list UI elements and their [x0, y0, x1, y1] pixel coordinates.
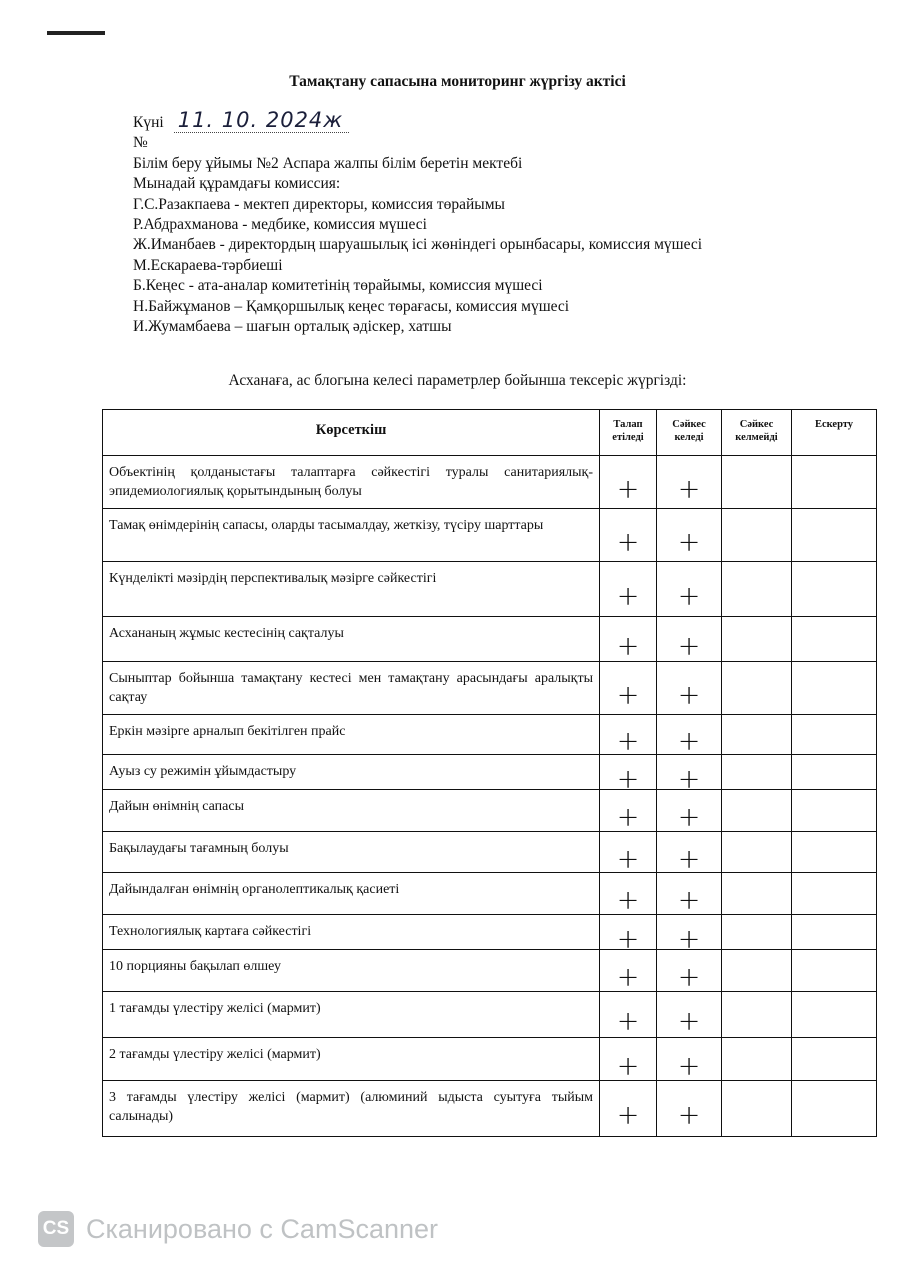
- indicator-cell: Асхананың жұмыс кестесінің сақталуы: [103, 617, 600, 662]
- matches-mark: +: [657, 662, 722, 715]
- required-mark: +: [600, 992, 657, 1038]
- document-title: Тамақтану сапасына мониторинг жүргізу актісі: [289, 73, 626, 90]
- matches-mark: +: [657, 715, 722, 755]
- school-line: Білім беру ұйымы №2 Аспара жалпы білім беретін мектебі: [133, 154, 523, 172]
- note-cell: [792, 617, 877, 662]
- table-row: [103, 915, 877, 950]
- camscanner-logo-icon: CS: [38, 1211, 74, 1247]
- table-row: [103, 617, 877, 662]
- table-row: [103, 509, 877, 562]
- not-matches-cell: [722, 1081, 792, 1137]
- note-cell: [792, 790, 877, 832]
- note-cell: [792, 509, 877, 562]
- matches-mark: +: [657, 755, 722, 790]
- indicator-cell: 2 тағамды үлестіру желісі (мармит): [103, 1038, 600, 1081]
- required-mark: +: [600, 873, 657, 915]
- not-matches-cell: [722, 617, 792, 662]
- note-cell: [792, 832, 877, 873]
- not-matches-cell: [722, 950, 792, 992]
- matches-mark: +: [657, 562, 722, 617]
- header-not-matches: Сәйкес келмейді: [722, 410, 792, 456]
- member-5: Б.Кеңес - ата-аналар комитетінің төрайымы, комиссия мүшесі: [133, 277, 543, 295]
- table-row: [103, 1081, 877, 1137]
- table-row: [103, 662, 877, 715]
- member-2: Р.Абдрахманова - медбике, комиссия мүшесі: [133, 216, 427, 234]
- member-6: Н.Байжұманов – Қамқоршылық кеңес төрағасы, комиссия мүшесі: [133, 297, 570, 315]
- member-4: М.Ескараева-тәрбиеші: [133, 256, 283, 274]
- not-matches-cell: [722, 562, 792, 617]
- note-cell: [792, 662, 877, 715]
- required-mark: +: [600, 509, 657, 562]
- table-row: [103, 562, 877, 617]
- table-row: [103, 456, 877, 509]
- indicator-cell: Объектінің қолданыстағы талаптарға сәйкестігі туралы санитариялық-эпидемиологиялық қорытындының болуы: [103, 456, 600, 509]
- note-cell: [792, 715, 877, 755]
- watermark-text: Сканировано с CamScanner: [86, 1213, 439, 1244]
- not-matches-cell: [722, 992, 792, 1038]
- scan-edge-bar: [47, 31, 105, 35]
- required-mark: +: [600, 1038, 657, 1081]
- member-1: Г.С.Разакпаева - мектеп директоры, комиссия төрайымы: [133, 195, 505, 213]
- note-cell: [792, 456, 877, 509]
- indicator-cell: Технологиялық картаға сәйкестігі: [103, 915, 600, 950]
- indicator-cell: Бақылаудағы тағамның болуы: [103, 832, 600, 873]
- header-matches: Сәйкес келеді: [657, 410, 722, 456]
- date-line: [133, 110, 702, 133]
- document-header: [133, 110, 702, 337]
- not-matches-cell: [722, 915, 792, 950]
- note-cell: [792, 562, 877, 617]
- required-mark: +: [600, 950, 657, 992]
- required-mark: +: [600, 456, 657, 509]
- not-matches-cell: [722, 873, 792, 915]
- required-mark: +: [600, 915, 657, 950]
- indicator-cell: Дайындалған өнімнің органолептикалық қасиеті: [103, 873, 600, 915]
- number-line: №: [133, 134, 148, 152]
- member-7: И.Жумамбаева – шағын орталық әдіскер, хатшы: [133, 318, 452, 336]
- required-mark: +: [600, 617, 657, 662]
- matches-mark: +: [657, 790, 722, 832]
- not-matches-cell: [722, 832, 792, 873]
- required-mark: +: [600, 562, 657, 617]
- matches-mark: +: [657, 832, 722, 873]
- not-matches-cell: [722, 456, 792, 509]
- indicator-cell: Дайын өнімнің сапасы: [103, 790, 600, 832]
- required-mark: +: [600, 790, 657, 832]
- indicator-cell: Сыныптар бойынша тамақтану кестесі мен тамақтану арасындағы аралықты сақтау: [103, 662, 600, 715]
- required-mark: +: [600, 662, 657, 715]
- date-handwritten: 11. 10. 2024ж: [174, 108, 350, 133]
- table-row: [103, 790, 877, 832]
- indicator-cell: Еркін мәзірге арналып бекітілген прайс: [103, 715, 600, 755]
- indicator-cell: Күнделікті мәзірдің перспективалық мәзірге сәйкестігі: [103, 562, 600, 617]
- inspection-table: [102, 409, 877, 1137]
- matches-mark: +: [657, 873, 722, 915]
- note-cell: [792, 755, 877, 790]
- table-row: [103, 992, 877, 1038]
- header-required: Талап етіледі: [600, 410, 657, 456]
- note-cell: [792, 915, 877, 950]
- table-row: [103, 715, 877, 755]
- indicator-cell: 1 тағамды үлестіру желісі (мармит): [103, 992, 600, 1038]
- inspection-intro: Асханаға, ас блогына келесі параметрлер бойынша тексеріс жүргізді:: [228, 372, 687, 389]
- note-cell: [792, 992, 877, 1038]
- not-matches-cell: [722, 662, 792, 715]
- indicator-cell: 3 тағамды үлестіру желісі (мармит) (алюминий ыдыста суытуға тыйым салынады): [103, 1081, 600, 1137]
- not-matches-cell: [722, 509, 792, 562]
- indicator-cell: 10 порцияны бақылап өлшеу: [103, 950, 600, 992]
- note-cell: [792, 1081, 877, 1137]
- table-header-row: [103, 410, 877, 456]
- indicator-cell: Тамақ өнімдерінің сапасы, оларды тасымалдау, жеткізу, түсіру шарттары: [103, 509, 600, 562]
- matches-mark: +: [657, 950, 722, 992]
- matches-mark: +: [657, 456, 722, 509]
- table-row: [103, 873, 877, 915]
- matches-mark: +: [657, 1081, 722, 1137]
- indicator-cell: Ауыз су режимін ұйымдастыру: [103, 755, 600, 790]
- note-cell: [792, 1038, 877, 1081]
- table-row: [103, 1038, 877, 1081]
- matches-mark: +: [657, 992, 722, 1038]
- not-matches-cell: [722, 715, 792, 755]
- table-row: [103, 755, 877, 790]
- date-label: Күні: [133, 114, 164, 131]
- matches-mark: +: [657, 509, 722, 562]
- table-row: [103, 950, 877, 992]
- required-mark: +: [600, 715, 657, 755]
- matches-mark: +: [657, 1038, 722, 1081]
- member-3: Ж.Иманбаев - директордың шаруашылық ісі жөніндегі орынбасары, комиссия мүшесі: [133, 236, 703, 254]
- required-mark: +: [600, 1081, 657, 1137]
- note-cell: [792, 950, 877, 992]
- required-mark: +: [600, 755, 657, 790]
- not-matches-cell: [722, 1038, 792, 1081]
- header-note: Ескерту: [792, 410, 877, 456]
- not-matches-cell: [722, 755, 792, 790]
- matches-mark: +: [657, 617, 722, 662]
- required-mark: +: [600, 832, 657, 873]
- header-indicator: Көрсеткіш: [103, 410, 600, 456]
- note-cell: [792, 873, 877, 915]
- matches-mark: +: [657, 915, 722, 950]
- table-row: [103, 832, 877, 873]
- not-matches-cell: [722, 790, 792, 832]
- commission-intro: Мынадай құрамдағы комиссия:: [133, 175, 341, 193]
- camscanner-watermark: [38, 1209, 438, 1249]
